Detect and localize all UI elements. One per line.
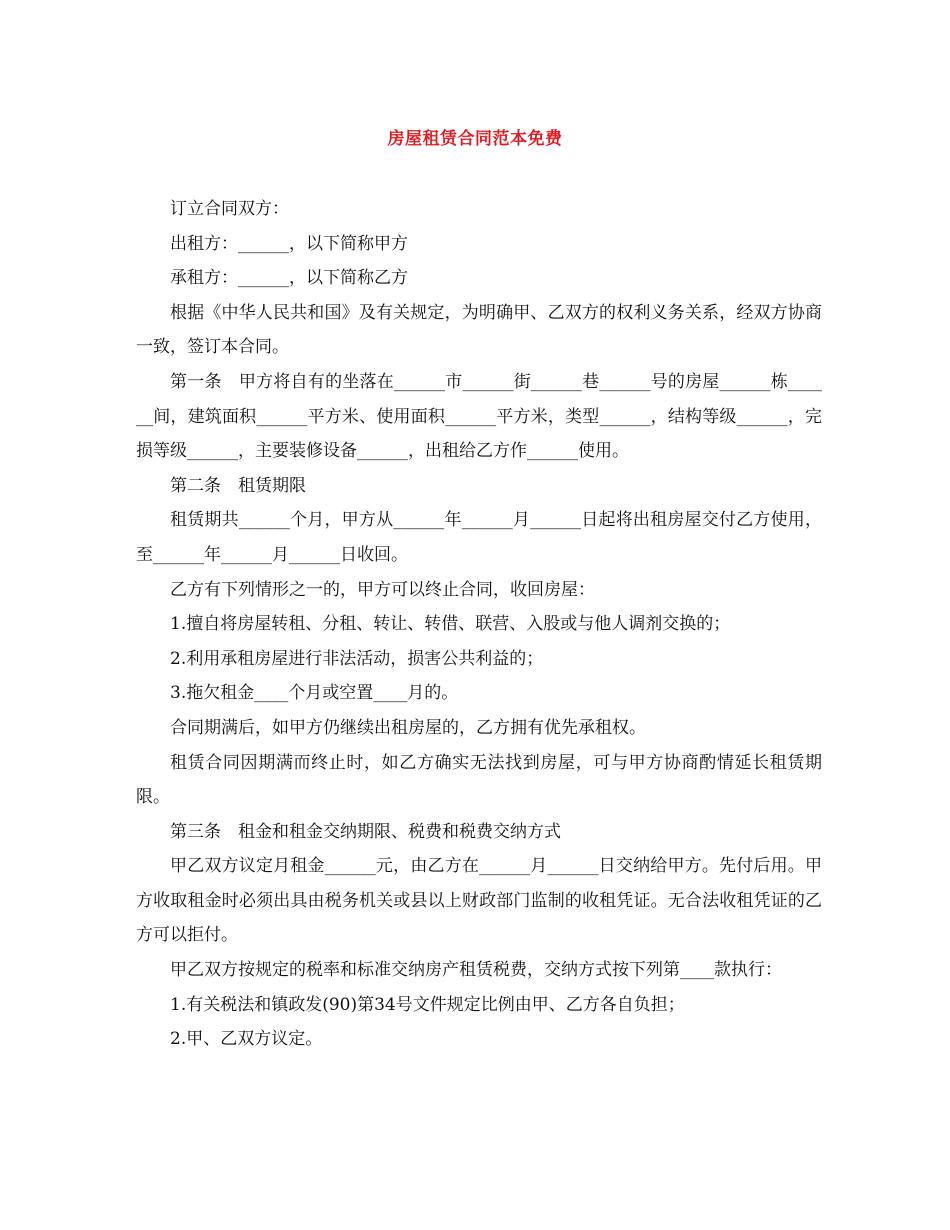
list-item-termination-1: 1.擅自将房屋转租、分租、转让、转借、联营、入股或与他人调剂交换的； — [170, 614, 731, 635]
list-item-tax-2: 2.甲、乙双方议定。 — [170, 1029, 323, 1050]
paragraph-rent: 甲乙双方议定月租金______元，由乙方在______月______日交纳给甲方。先付后用。甲方收取租金时必须出具由税务机关或县以上财政部门监制的收租凭证。无合法收租凭证的乙方可以拒付。 — [136, 856, 822, 946]
paragraph-tax: 甲乙双方按规定的税率和标准交纳房产租赁税费，交纳方式按下列第____款执行： — [170, 960, 782, 981]
paragraph-parties-heading: 订立合同双方： — [170, 199, 289, 219]
document-body — [136, 192, 822, 1057]
paragraph-lessee: 承租方：______，以下简称乙方 — [170, 268, 408, 289]
paragraph-article-3-heading: 第三条 租金和租金交纳期限、税费和税费交纳方式 — [170, 821, 561, 842]
paragraph-article-1: 第一条 甲方将自有的坐落在______市______街______巷______号的房屋______栋______间，建筑面积______平方米、使用面积______平方米，类型______，结构等级______，完损等级______，主要装修设备______，出租给乙方作______使用。 — [136, 371, 822, 462]
paragraph-priority-renewal: 合同期满后，如甲方仍继续出租房屋的，乙方拥有优先承租权。 — [170, 717, 646, 738]
paragraph-preamble: 根据《中华人民共和国》及有关规定，为明确甲、乙双方的权利义务关系，经双方协商一致，签订本合同。 — [136, 302, 822, 358]
paragraph-article-2-heading: 第二条 租赁期限 — [170, 475, 306, 496]
paragraph-lease-term: 租赁期共______个月，甲方从______年______月______日起将出租房屋交付乙方使用，至______年______月______日收回。 — [136, 510, 822, 565]
list-item-termination-3: 3.拖欠租金____个月或空置____月的。 — [170, 683, 459, 704]
paragraph-lessor: 出租方：______，以下简称甲方 — [170, 233, 408, 254]
paragraph-extension: 租赁合同因期满而终止时，如乙方确实无法找到房屋，可与甲方协商酌情延长租赁期限。 — [136, 752, 822, 808]
document-title: 房屋租赁合同范本免费 — [387, 129, 563, 149]
paragraph-termination-intro: 乙方有下列情形之一的，甲方可以终止合同，收回房屋： — [170, 579, 595, 600]
list-item-termination-2: 2.利用承租房屋进行非法活动，损害公共利益的； — [170, 648, 544, 669]
list-item-tax-1: 1.有关税法和镇政发(90)第34号文件规定比例由甲、乙方各自负担； — [170, 994, 685, 1015]
